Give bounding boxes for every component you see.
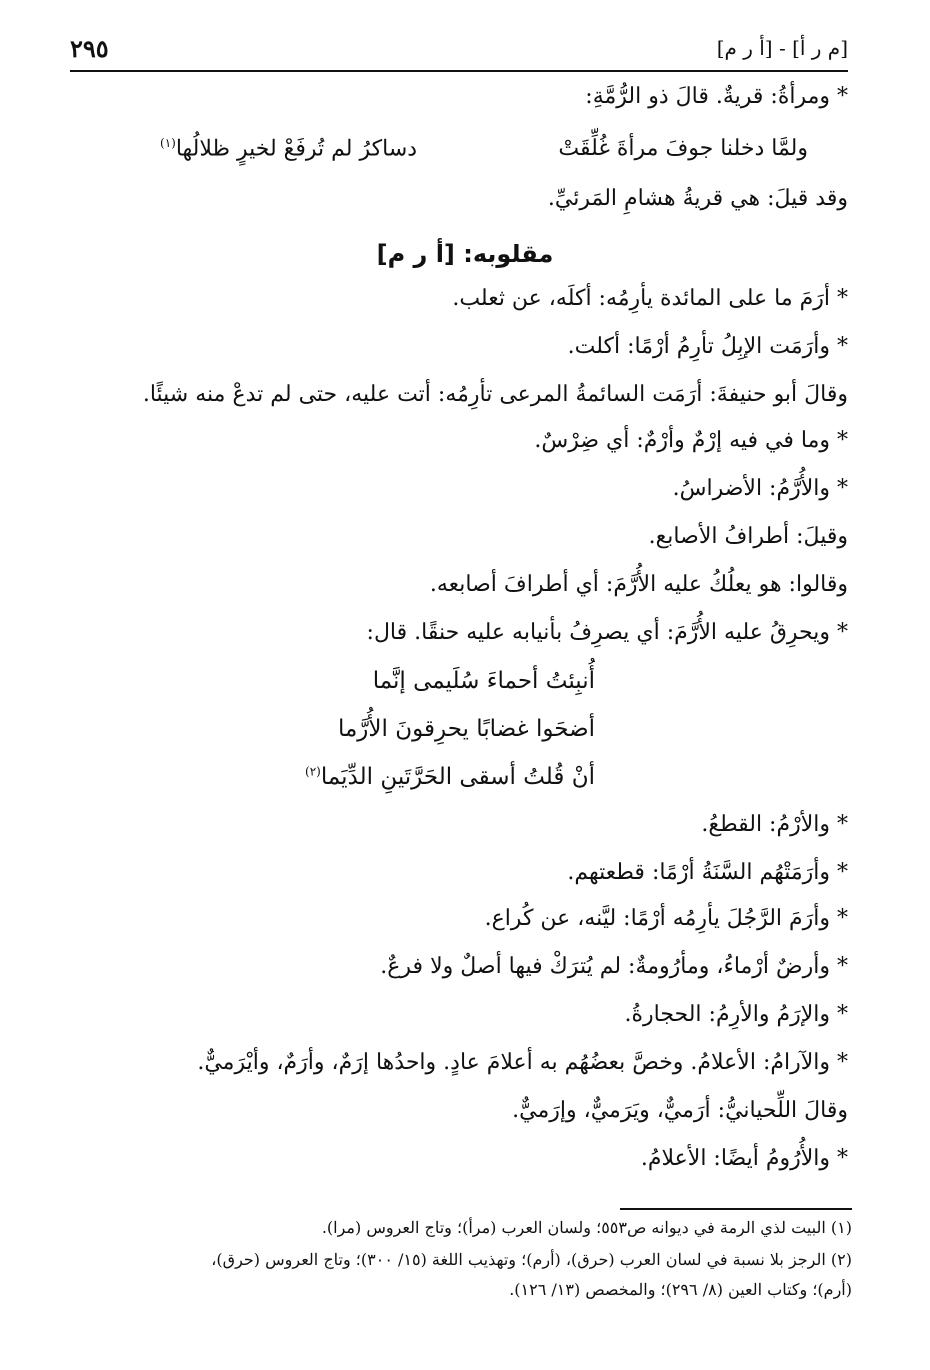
running-head: [م ر أ] - [أ ر م] [716,36,848,60]
body-line: وقد قيلَ: هي قريةُ هشامِ المَرئيِّ. [547,186,848,211]
body-line: * وأرَمَتْهُم السَّنَةُ أرْمًا: قطعتهم. [567,860,848,885]
footnote-ref-1: (١) [160,136,176,150]
rajaz-line-1: أُنبِئتُ أحماءَ سُلَيمى إنَّما [372,668,595,694]
footnote-1: (١) البيت لذي الرمة في ديوانه ص٥٥٣؛ ولسان العرب (مرأ)؛ وتاج العروس (مرا). [321,1218,852,1237]
verse-hemistich-2-text: دساكرُ لم تُرفَعْ لخيرٍ ظلالُها [175,136,418,162]
rajaz-line-3-text: أنْ قُلتُ أسقى الحَرَّتَينِ الدِّيَما [320,764,595,790]
body-line: * وأرَمَ الرَّجُلَ يأرِمُه أرْمًا: ليَّنه، عن كُراع. [484,906,848,931]
body-line: * وأرضٌ أرْماءُ، ومأرُومةٌ: لم يُترَكْ فيها أصلٌ ولا فرعٌ. [380,954,848,979]
body-line: * والأُرَّمُ: الأضراسُ. [672,476,848,501]
verse-hemistich-2 [160,136,417,163]
body-line: * والآرامُ: الأعلامُ. وخصَّ بعضُهُم به أعلامَ عادٍ. واحدُها إرَمٌ، وأرَمٌ، وأيْرَميٌّ. [197,1050,848,1075]
body-line: وقالَ اللِّحيانيُّ: أرَميٌّ، ويَرَميٌّ، وإرَميٌّ. [512,1098,848,1123]
verse-hemistich-1: ولمَّا دخلنا جوفَ مرأةَ غُلِّقَتْ [558,136,808,161]
rajaz-line-3 [305,764,595,790]
rajaz-line-2: أضحَوا غضابًا يحرِقونَ الأُرَّما [337,716,595,742]
page-header [70,34,848,72]
footnote-separator [620,1208,852,1210]
footnote-ref-2: (٢) [305,764,321,779]
footnote-2-line-2: (أرم)؛ وكتاب العين (٨/ ٢٩٦)؛ والمخصص (١٣/ ١٢٦). [509,1280,852,1299]
body-line: وقالَ أبو حنيفةَ: أرَمَت السائمةُ المرعى تأرِمُه: أتت عليه، حتى لم تدعْ منه شيئًا. [142,382,848,407]
section-subheading: مقلوبه: [أ ر م] [376,240,554,268]
body-line: * أرَمَ ما على المائدة يأرِمُه: أكلَه، عن ثعلب. [452,286,848,311]
body-line: * والأرْمُ: القطعُ. [701,812,848,837]
body-line: * ومرأةُ: قريةٌ. قالَ ذو الرُّمَّةِ: [585,84,848,109]
page-number: ٢٩٥ [70,34,109,63]
body-line: * والأُرُومُ أيضًا: الأعلامُ. [640,1146,848,1171]
body-line: * والإرَمُ والأرِمُ: الحجارةُ. [624,1002,848,1027]
body-line: * وأرَمَت الإبِلُ تأرِمُ أرْمًا: أكلت. [567,334,848,359]
body-line: وقيلَ: أطرافُ الأصابع. [648,524,848,549]
footnote-2-line-1: (٢) الرجز بلا نسبة في لسان العرب (حرق)، (أرم)؛ وتهذيب اللغة (١٥/ ٣٠٠)؛ وتاج العروس (حرق)، [211,1250,852,1269]
body-line: وقالوا: هو يعلُكُ عليه الأُرَّمَ: أي أطرافَ أصابعه. [429,572,848,597]
body-line: * ويحرِقُ عليه الأُرَّمَ: أي يصرِفُ بأنيابه عليه حنقًا. قال: [366,620,848,645]
body-line: * وما في فيه إرْمٌ وأرْمٌ: أي ضِرْسٌ. [534,428,848,453]
